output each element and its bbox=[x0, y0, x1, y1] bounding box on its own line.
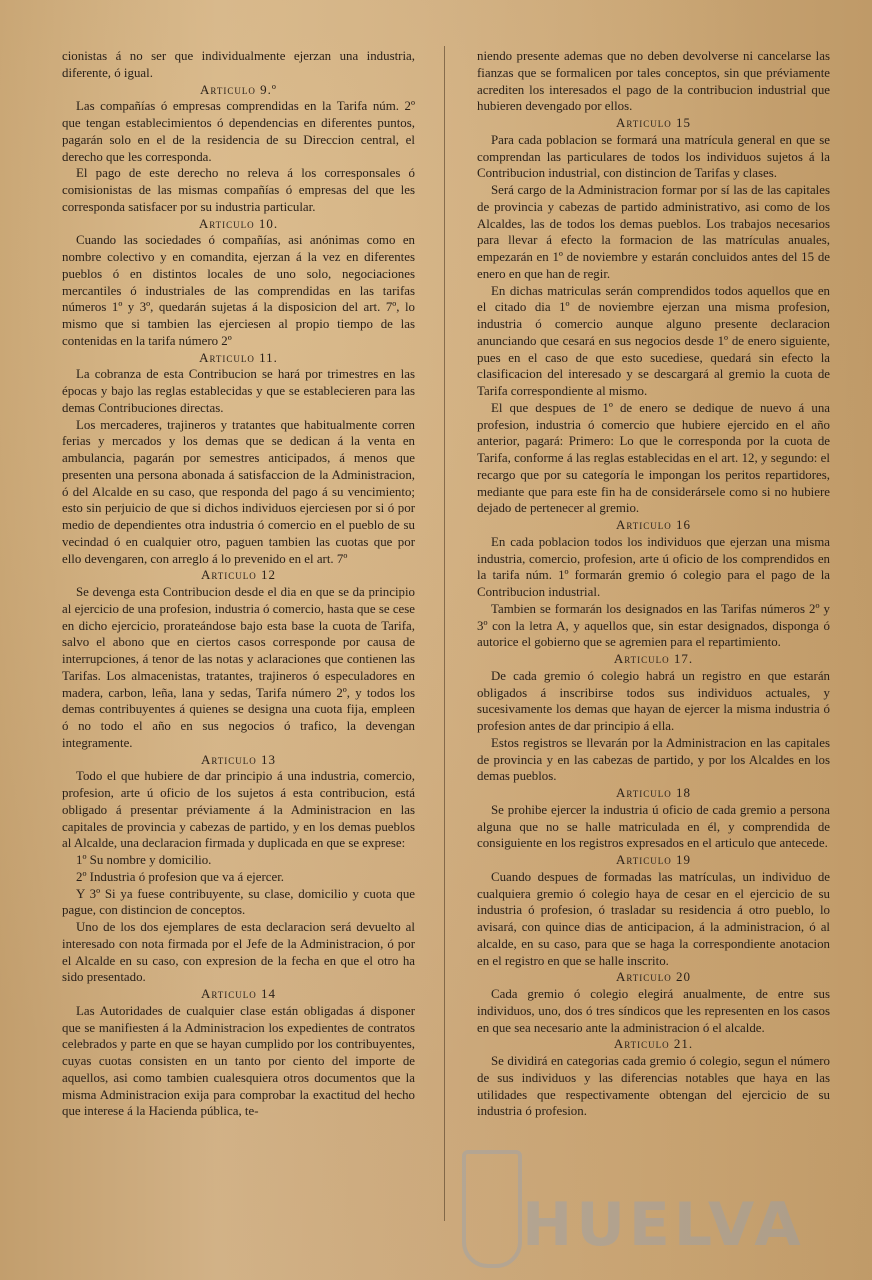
paragraph: 1º Su nombre y domicilio. bbox=[76, 853, 212, 867]
article-heading: Articulo 17. bbox=[613, 651, 694, 666]
paragraph: Cuando despues de formadas las matrículas, un individuo de cualquiera gremio ó colegio haya de cesar en el ejercicio de su industria ó profesion, ó trasladar su residencia á otro pueblo, lo avisará, con quince dias de anticipacion, á la administracion, ó al alcalde, en su caso, para que se haga la correspondiente anotacion en el registro en que se halle inscrito. bbox=[477, 869, 830, 968]
paragraph: Las compañías ó empresas comprendidas en la Tarifa núm. 2º que tengan establecimientos ó dependencias en diferentes puntos, pagarán solo en el de la residencia de su Direccion central, el derecho que les corresponda. bbox=[62, 99, 415, 164]
paragraph: Todo el que hubiere de dar principio á una industria, comercio, profesion, arte ú oficio de los sujetos á esta contribucion, está obligado á presentar préviamente á la Administracion en las capitales de provincia y cabezas de partido, y en los demas pueblos al Alcalde, una declaracion firmada y duplicada en que se exprese: bbox=[62, 769, 415, 851]
paragraph: Y 3º Si ya fuese contribuyente, su clase, domicilio y cuota que pague, con distincion de conceptos. bbox=[62, 886, 415, 918]
paragraph: Uno de los dos ejemplares de esta declaracion será devuelto al interesado con nota firmada por el Jefe de la Administracion, ó por el Alcalde en su caso, con expresion de la fecha en que el otro ha sido presentado. bbox=[62, 920, 415, 985]
left-column bbox=[62, 48, 415, 1120]
article-heading: Articulo 20 bbox=[615, 969, 692, 985]
article-heading: Articulo 21. bbox=[613, 1036, 694, 1052]
article-heading: Articulo 18 bbox=[615, 785, 692, 800]
paragraph: 2º Industria ó profesion que va á ejercer. bbox=[76, 869, 285, 884]
article-heading: Articulo 9.º bbox=[200, 81, 277, 97]
article-heading: Articulo 13 bbox=[200, 751, 277, 767]
paragraph: Tambien se formarán los designados en las Tarifas números 2º y 3º con la letra A, y aquellos que, sin estar designados, disponga ó autorice el gobierno que se agremien para el repartimiento. bbox=[477, 601, 830, 650]
article-heading: Articulo 12 bbox=[200, 567, 277, 583]
archive-watermark bbox=[462, 1130, 805, 1270]
paragraph: Se devenga esta Contribucion desde el dia en que se da principio al ejercicio de una profesion, industria ó comercio, hasta que se cese en dicho ejercicio, prorateándose bajo esta base la cuota de Tarifa, salvo el abono que en ciertos casos corresponde por causa de interrupciones, á tenor de las notas y aclaraciones que contienen las Tarifas. Los almacenistas, tratantes, trajineros ó especuladores en madera, carbon, leña, lana y sedas, Tarifa número 2º, y todos los demas contribuyentes á quienes se designa una cuota fija, empleen ó no todo el año en sus negocios ó trafico, la devengan integramente. bbox=[62, 585, 415, 750]
watermark-text: HUELVA bbox=[522, 1190, 805, 1260]
paragraph: Los mercaderes, trajineros y tratantes que habitualmente corren ferias y mercados y los demas que se dedican á la venta en ambulancia, pagarán por semestres anticipados, á menos que presenten una persona abonada á satisfaccion de la Administracion, ó del Alcalde en su caso, que responda del pago á su vencimiento; esto sin perjuicio de que si dichos individuos ejerciesen por si ó por medio de dependientes otra industria ó comercio en el pueblo de su vecindad ó en cualquier otro, paguen tambien las cuotas que por ello devengaren, con arreglo á lo prevenido en el art. 7º bbox=[62, 417, 415, 566]
paragraph: El que despues de 1º de enero se dedique de nuevo á una profesion, industria ó comercio que hubiere ejercido en el año anterior, pagará: Primero: Lo que le corresponda por la cuota de Tarifa, conforme á las reglas establecidas en el art. 12, y segundo: el recargo que por su categoría le impongan los peritos repartidores, mediante que para este fin ha de considerársele como si no hubiere dejado de pertenecer al gremio. bbox=[477, 400, 830, 516]
column-divider bbox=[444, 46, 445, 1221]
paragraph: Se dividirá en categorias cada gremio ó colegio, segun el número de sus individuos y las diferencias notables que haya en las utilidades que respectivamente obtengan del ejercicio de su industria ó profesion. bbox=[477, 1054, 830, 1119]
paragraph: Cada gremio ó colegio elegirá anualmente, de entre sus individuos, uno, dos ó tres síndicos que les representen en los casos en que sea necesario ante la administracion ó el alcalde. bbox=[477, 987, 830, 1035]
paragraph: Se prohibe ejercer la industria ú oficio de cada gremio a persona alguna que no se halle matriculada en él, y comprendida de consiguiente en los registros expresados en el articulo que antecede. bbox=[477, 802, 830, 851]
paragraph: En cada poblacion todos los individuos que ejerzan una misma industria, comercio, profesion, arte ú oficio de los comprendidos en la tarifa núm. 1º formarán gremio ó colegio para el pago de la Contribucion industrial. bbox=[477, 534, 830, 599]
paragraph: El pago de este derecho no releva á los corresponsales ó comisionistas de las mismas compañías ó empresas del que les corresponda satisfacer por su industria particular. bbox=[62, 166, 415, 214]
paragraph: La cobranza de esta Contribucion se hará por trimestres en las épocas y bajo las reglas establecidas y que se establecieren para las demas Contribuciones directas. bbox=[62, 367, 415, 415]
article-heading: Articulo 16 bbox=[615, 517, 692, 532]
article-heading: Articulo 10. bbox=[198, 215, 279, 231]
paragraph: Será cargo de la Administracion formar por sí las de las capitales de provincia y cabezas de partido administrativo, asi como de los Alcaldes, las de todos los demas pueblos. Los trabajos necesarios para llevar á efecto la formacion de las matrículas anuales, empezarán en 1º de noviembre y estarán concluidos antes del 15 de enero en que han de regir. bbox=[477, 183, 830, 281]
right-column bbox=[477, 48, 830, 1120]
shield-icon bbox=[462, 1150, 522, 1268]
paragraph: Cuando las sociedades ó compañías, asi anónimas como en nombre colectivo y en comandita, ejerzan á la vez en diferentes pueblos ó en distintos locales de uno solo, negociaciones mercantiles ó industriales de las comprendidas en las tarifas números 1º y 3º, quedarán sujetas á la disposicion del art. 7º, lo mismo que si tambien las ejerciesen al propio tiempo de las contenidas en la tarifa número 2º bbox=[62, 233, 415, 348]
paragraph: Estos registros se llevarán por la Administracion en las capitales de provincia y en las cabezas de partido, y por los Alcaldes en los demas pueblos. bbox=[477, 735, 830, 784]
article-heading: Articulo 11. bbox=[199, 349, 278, 365]
paragraph: De cada gremio ó colegio habrá un registro en que estarán obligados á inscribirse todos sus individuos actuales, y sucesivamente los demas que hayan de ejercer la misma industria ó profesion antes de dar principio á ella. bbox=[477, 668, 830, 733]
article-heading: Articulo 15 bbox=[615, 115, 692, 130]
paragraph: Para cada poblacion se formará una matrícula general en que se comprendan las particulares de todos los individuos sujetos á la Contribucion industrial, con distincion de Tarifas y clases. bbox=[477, 132, 830, 181]
article-heading: Articulo 19 bbox=[615, 852, 692, 867]
paragraph: niendo presente ademas que no deben devolverse ni cancelarse las fianzas que se formalicen por tales conceptos, sin que préviamente acrediten los interesados el pago de la contribucion industrial que hubieren devengado por ellos. bbox=[477, 49, 830, 114]
paragraph: En dichas matriculas serán comprendidos todos aquellos que en el citado dia 1º de noviembre ejerzan una misma profesion, industria ó comercio aunque alguno presente declaracion anunciando que cesará en sus negocios desde 1º de enero siguiente, pues en el caso de que esto sucediese, quedará sin efecto la clasificacion del interesado y se descargará al gremio la cuota de Tarifa correspondiente al mismo. bbox=[477, 283, 830, 398]
paragraph: cionistas á no ser que individualmente ejerzan una industria, diferente, ó igual. bbox=[62, 49, 415, 80]
paragraph: Las Autoridades de cualquier clase están obligadas á disponer que se manifiesten á la Administracion los expedientes de contratos celebrados y parte en que se hayan cumplido por los contribuyentes, cuyas cuotas consisten en un tanto por ciento del importe de aquellos, asi como tambien cualesquiera otros documentos que la misma Administracion exija para comprobar la exactitud del hecho que interese á la Hacienda pública, te- bbox=[62, 1003, 415, 1119]
article-heading: Articulo 14 bbox=[200, 986, 277, 1001]
